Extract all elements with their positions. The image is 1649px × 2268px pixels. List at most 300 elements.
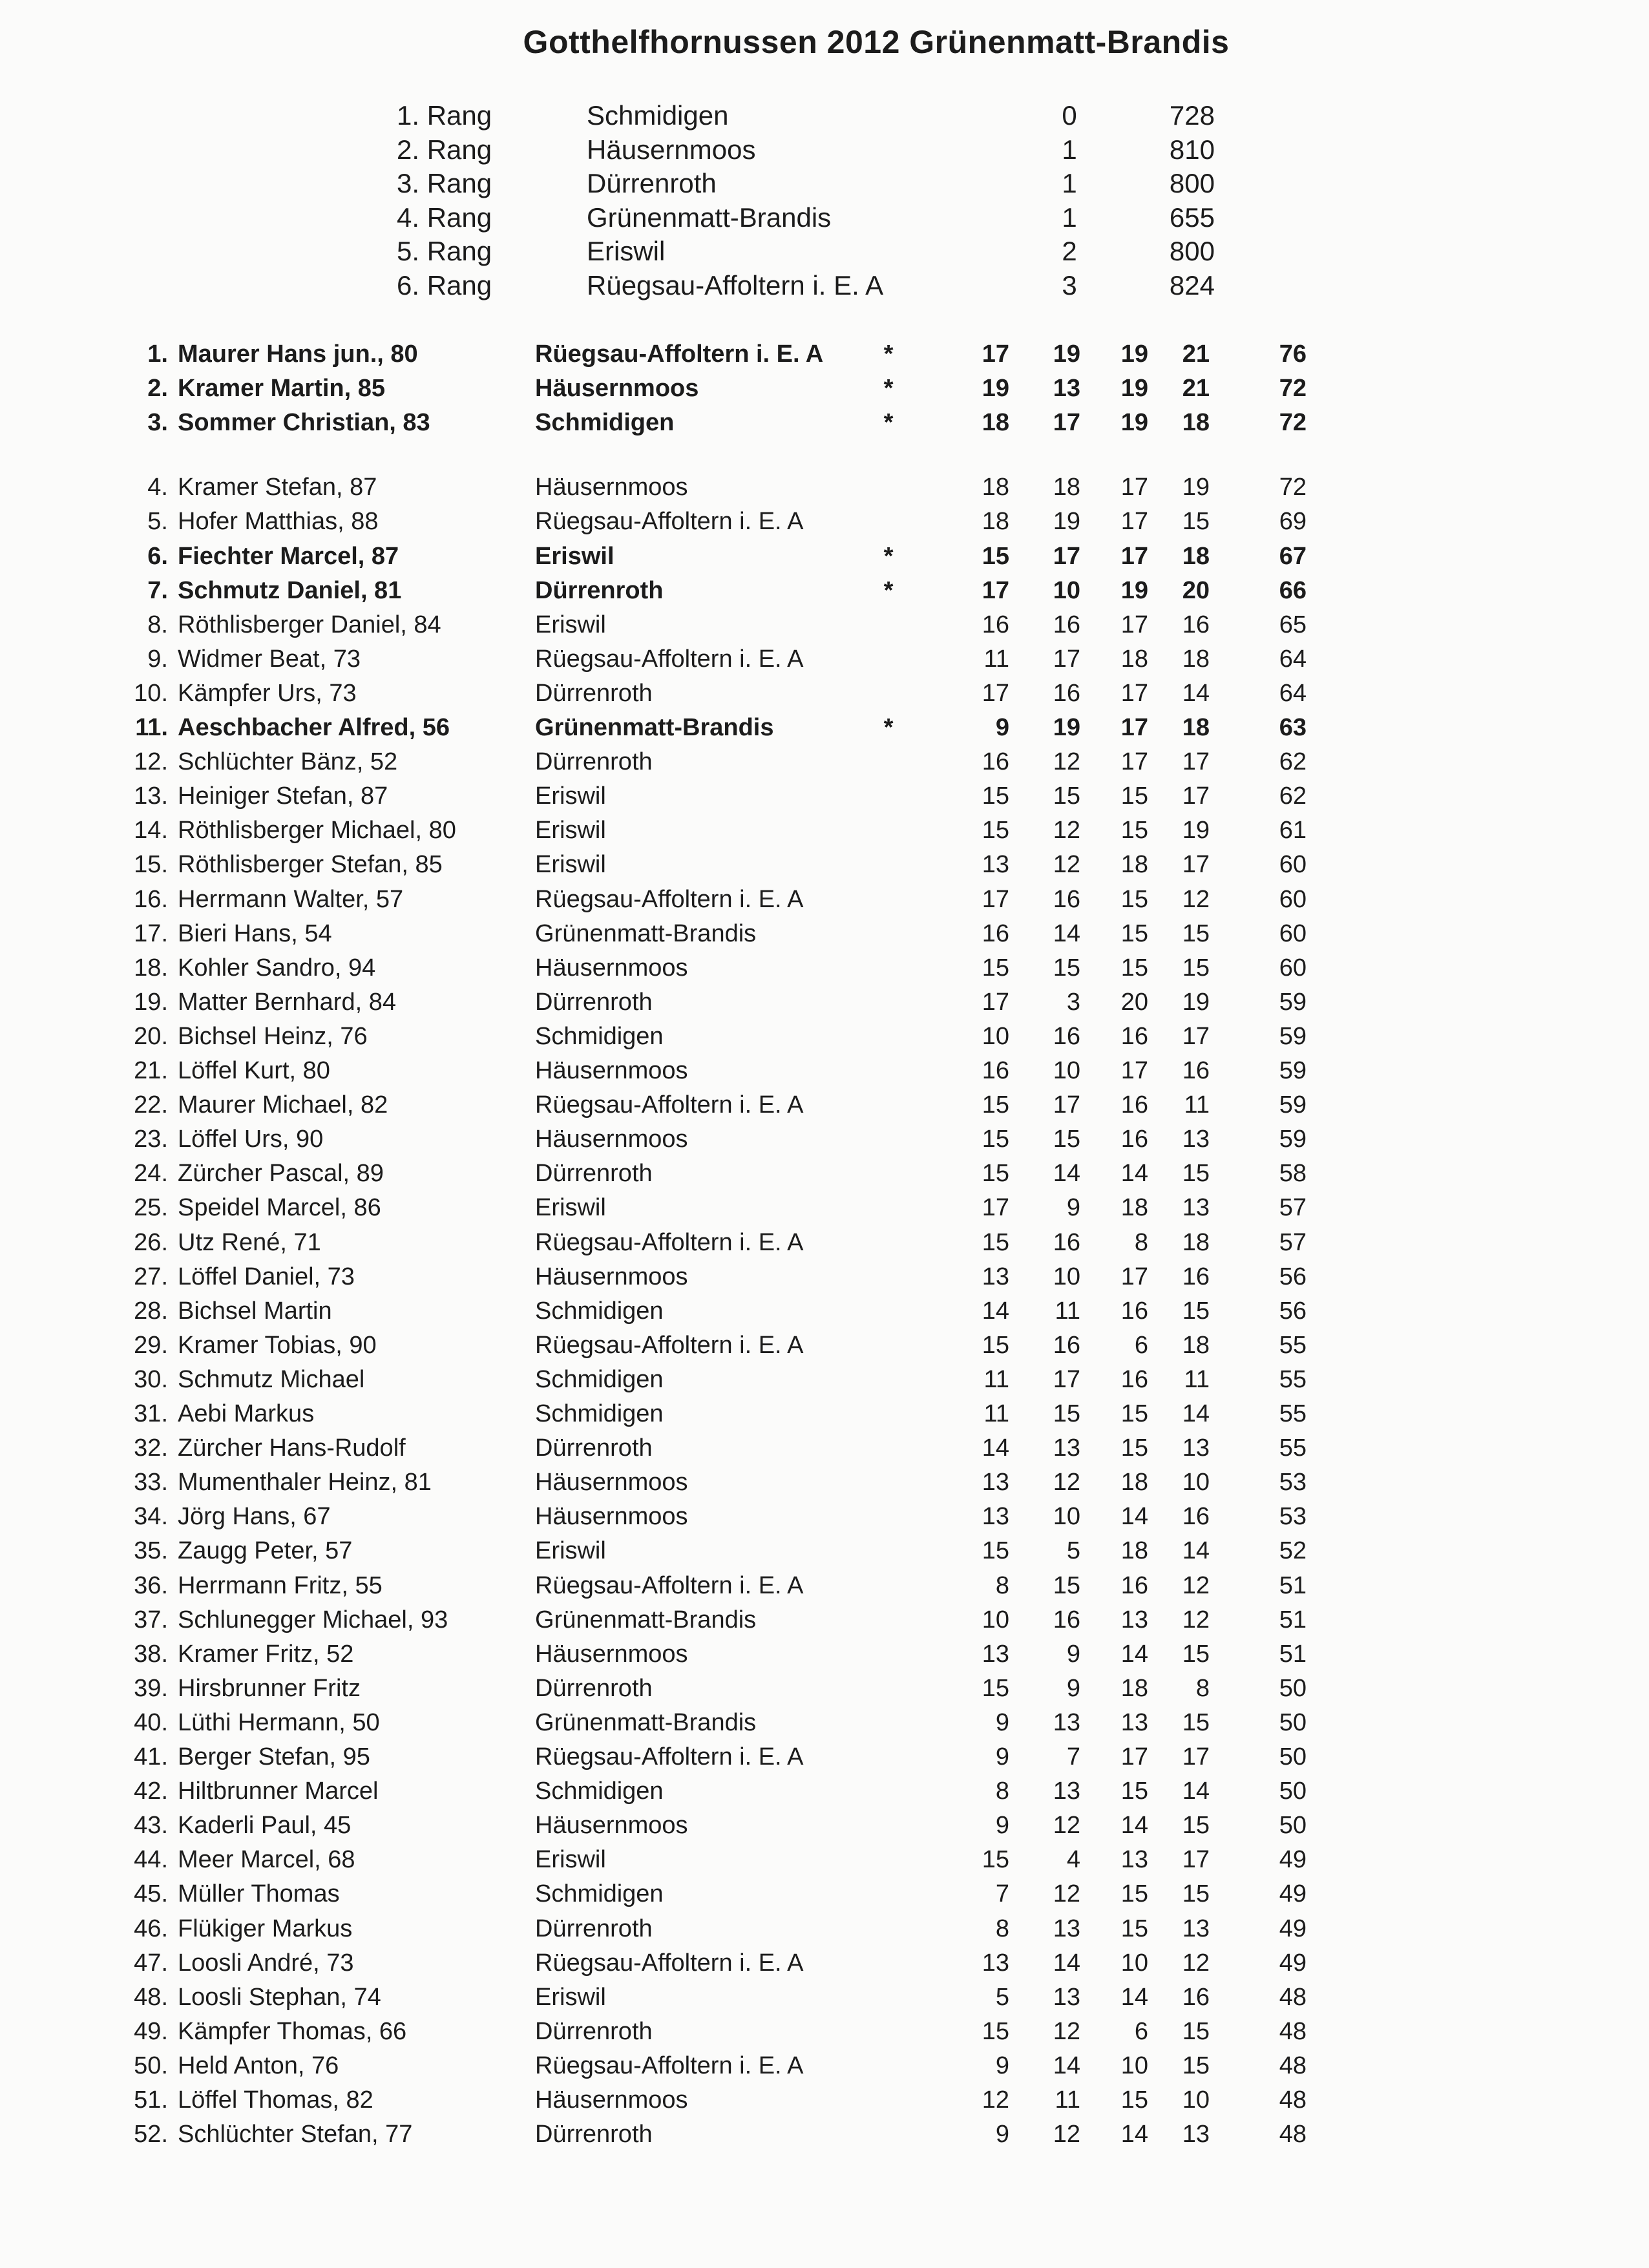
player-name: Held Anton, 76 [178,2052,339,2079]
score-round-1: 7 [995,1880,1009,1908]
team-points: 800 [1169,236,1215,266]
score-round-2: 14 [1053,1949,1080,1977]
player-club: Häusernmoos [535,474,688,501]
score-round-4: 11 [1184,1091,1210,1119]
score-round-1: 9 [995,714,1009,741]
score-round-4: 13 [1182,2121,1210,2148]
score-round-1: 11 [983,645,1009,673]
player-name: Speidel Marcel, 86 [178,1194,381,1222]
player-name: Maurer Michael, 82 [178,1091,388,1119]
player-row [0,2052,1649,2086]
player-name: Bieri Hans, 54 [178,919,332,947]
player-position: 13. [134,782,168,810]
score-total: 59 [1279,1022,1307,1050]
score-round-4: 14 [1182,1400,1210,1427]
award-star: * [883,409,894,437]
score-round-3: 20 [1120,988,1148,1016]
player-club: Schmidigen [535,1022,664,1050]
player-row [0,1400,1649,1434]
player-club: Eriswil [535,817,606,845]
player-row [0,1949,1649,1984]
player-row [0,409,1649,443]
score-round-2: 16 [1053,679,1080,707]
score-round-1: 19 [982,375,1009,403]
player-row [0,748,1649,782]
player-club: Dürrenroth [535,2121,653,2148]
score-total: 60 [1279,885,1307,913]
player-club: Häusernmoos [535,1057,688,1084]
player-row [0,1263,1649,1297]
player-position: 50. [134,2052,168,2079]
score-round-3: 14 [1120,2121,1148,2148]
score-round-4: 14 [1182,1537,1210,1565]
score-round-2: 14 [1053,1160,1080,1188]
score-round-2: 12 [1053,1880,1080,1908]
score-total: 62 [1279,782,1307,810]
player-position: 29. [134,1331,168,1359]
player-position: 38. [134,1640,168,1668]
player-row [0,1469,1649,1503]
score-round-1: 10 [982,1022,1009,1050]
player-row [0,1778,1649,1812]
player-name: Flükiger Markus [178,1915,353,1942]
team-rank-label: 5. Rang [397,236,492,266]
team-rank-row [0,168,1649,203]
team-rank-label: 6. Rang [397,269,492,300]
score-total: 50 [1279,1812,1307,1840]
player-club: Grünenmatt-Brandis [535,714,774,741]
award-star: * [883,542,894,570]
score-round-4: 15 [1182,919,1210,947]
score-round-1: 11 [983,1400,1009,1427]
score-total: 60 [1279,954,1307,982]
score-round-4: 16 [1182,611,1210,638]
score-round-1: 13 [982,1469,1009,1496]
score-round-3: 17 [1120,1057,1148,1084]
player-position: 48. [134,1983,168,2011]
score-total: 72 [1279,474,1307,501]
team-points: 728 [1169,100,1215,131]
player-row [0,1709,1649,1743]
score-round-2: 15 [1053,1571,1080,1599]
score-round-3: 15 [1120,2086,1148,2114]
player-row [0,2121,1649,2155]
player-position: 30. [134,1365,168,1393]
score-round-2: 13 [1053,1915,1080,1942]
score-round-4: 15 [1182,1160,1210,1188]
player-position: 34. [134,1503,168,1531]
score-total: 49 [1279,1880,1307,1908]
score-total: 51 [1279,1571,1307,1599]
score-round-2: 15 [1053,1400,1080,1427]
player-row [0,1984,1649,2018]
score-round-4: 16 [1182,1503,1210,1531]
score-round-2: 16 [1053,885,1080,913]
player-position: 18. [134,954,168,982]
player-position: 35. [134,1537,168,1565]
score-round-4: 15 [1182,1812,1210,1840]
score-round-4: 16 [1182,1983,1210,2011]
player-position: 10. [134,679,168,707]
player-position: 49. [134,2017,168,2045]
score-round-3: 15 [1120,954,1148,982]
score-round-2: 10 [1053,1263,1080,1290]
player-club: Schmidigen [535,1365,664,1393]
player-position: 27. [134,1263,168,1290]
player-position: 16. [134,885,168,913]
award-star: * [883,341,894,368]
player-club: Dürrenroth [535,1160,653,1188]
score-total: 49 [1279,1846,1307,1874]
score-round-2: 19 [1053,508,1080,536]
score-round-2: 5 [1066,1537,1080,1565]
score-round-3: 15 [1120,885,1148,913]
score-round-3: 19 [1120,409,1148,437]
player-row [0,714,1649,748]
score-round-1: 8 [995,1778,1009,1805]
score-round-4: 16 [1182,1057,1210,1084]
score-round-2: 19 [1053,714,1080,741]
score-total: 55 [1279,1400,1307,1427]
team-rank-row [0,270,1649,305]
score-round-3: 13 [1120,1846,1148,1874]
player-name: Jörg Hans, 67 [178,1503,331,1531]
player-row [0,1160,1649,1194]
score-round-3: 18 [1120,1674,1148,1702]
player-name: Kramer Fritz, 52 [178,1640,354,1668]
score-round-2: 12 [1053,817,1080,845]
player-name: Zaugg Peter, 57 [178,1537,353,1565]
score-round-3: 17 [1120,1263,1148,1290]
player-club: Häusernmoos [535,1640,688,1668]
score-round-3: 19 [1120,341,1148,368]
score-total: 69 [1279,508,1307,536]
player-name: Schlunegger Michael, 93 [178,1606,448,1633]
score-round-2: 19 [1053,341,1080,368]
player-position: 44. [134,1846,168,1874]
player-row [0,1434,1649,1469]
score-round-4: 16 [1182,1263,1210,1290]
score-round-1: 13 [982,1949,1009,1977]
score-total: 49 [1279,1949,1307,1977]
score-round-3: 17 [1120,714,1148,741]
player-club: Grünenmatt-Brandis [535,919,757,947]
score-round-3: 19 [1120,375,1148,403]
player-club: Häusernmoos [535,1503,688,1531]
score-round-1: 8 [995,1915,1009,1942]
score-round-3: 15 [1120,1778,1148,1805]
score-round-1: 15 [982,954,1009,982]
player-position: 33. [134,1469,168,1496]
score-total: 59 [1279,1057,1307,1084]
score-total: 52 [1279,1537,1307,1565]
player-club: Rüegsau-Affoltern i. E. A [535,2052,804,2079]
score-round-4: 15 [1182,1640,1210,1668]
player-position: 31. [134,1400,168,1427]
player-position: 1. [147,341,168,368]
score-round-4: 13 [1182,1194,1210,1222]
team-misses: 3 [1062,269,1077,300]
player-row [0,680,1649,714]
player-position: 37. [134,1606,168,1633]
score-round-2: 13 [1053,1434,1080,1462]
player-club: Eriswil [535,1846,606,1874]
score-round-1: 15 [982,2017,1009,2045]
score-round-2: 7 [1066,1743,1080,1770]
score-round-2: 15 [1053,1126,1080,1153]
score-round-2: 12 [1053,2017,1080,2045]
score-total: 59 [1279,1091,1307,1119]
player-club: Dürrenroth [535,1915,653,1942]
player-name: Löffel Urs, 90 [178,1126,324,1153]
score-round-4: 19 [1182,988,1210,1016]
team-name: Schmidigen [587,100,729,131]
score-total: 48 [1279,2017,1307,2045]
score-round-3: 15 [1120,1915,1148,1942]
score-round-4: 12 [1182,1571,1210,1599]
team-name: Eriswil [587,236,666,266]
score-round-3: 17 [1120,508,1148,536]
score-round-3: 18 [1120,1194,1148,1222]
score-round-1: 17 [982,885,1009,913]
player-position: 20. [134,1022,168,1050]
score-total: 48 [1279,2121,1307,2148]
player-club: Eriswil [535,851,606,879]
player-row [0,1229,1649,1263]
score-round-2: 17 [1053,1365,1080,1393]
team-points: 800 [1169,168,1215,198]
player-row [0,1915,1649,1949]
player-row [0,1606,1649,1641]
player-club: Häusernmoos [535,954,688,982]
score-round-1: 13 [982,1503,1009,1531]
player-club: Häusernmoos [535,1812,688,1840]
player-position: 8. [147,611,168,638]
player-club: Rüegsau-Affoltern i. E. A [535,1091,804,1119]
team-name: Grünenmatt-Brandis [587,202,832,233]
team-misses: 1 [1062,202,1077,233]
player-row [0,1091,1649,1126]
player-club: Rüegsau-Affoltern i. E. A [535,508,804,536]
score-total: 50 [1279,1743,1307,1770]
score-total: 59 [1279,988,1307,1016]
player-name: Zürcher Hans-Rudolf [178,1434,406,1462]
score-round-4: 20 [1182,576,1210,604]
player-row [0,646,1649,680]
score-round-4: 18 [1182,645,1210,673]
player-position: 17. [134,919,168,947]
player-position: 7. [147,576,168,604]
score-round-1: 16 [982,1057,1009,1084]
score-round-4: 12 [1182,885,1210,913]
player-position: 11. [135,714,168,741]
score-round-2: 10 [1053,576,1080,604]
player-position: 12. [134,748,168,776]
score-total: 63 [1279,714,1307,741]
player-row [0,1880,1649,1915]
score-round-2: 13 [1053,1708,1080,1736]
score-total: 64 [1279,645,1307,673]
player-position: 43. [134,1812,168,1840]
player-club: Eriswil [535,542,614,570]
player-club: Häusernmoos [535,1263,688,1290]
player-club: Eriswil [535,1194,606,1222]
score-round-1: 18 [982,508,1009,536]
score-round-2: 10 [1053,1057,1080,1084]
score-round-4: 17 [1182,1022,1210,1050]
score-round-4: 18 [1182,409,1210,437]
score-round-2: 17 [1053,1091,1080,1119]
score-round-1: 17 [982,576,1009,604]
player-name: Hiltbrunner Marcel [178,1778,379,1805]
player-club: Rüegsau-Affoltern i. E. A [535,1228,804,1256]
score-round-4: 8 [1195,1674,1210,1702]
score-round-3: 16 [1120,1297,1148,1325]
score-round-3: 15 [1120,782,1148,810]
score-round-4: 15 [1182,954,1210,982]
score-round-4: 17 [1182,1846,1210,1874]
score-round-3: 17 [1120,748,1148,776]
player-club: Rüegsau-Affoltern i. E. A [535,1331,804,1359]
score-round-4: 18 [1182,542,1210,570]
player-row [0,1743,1649,1778]
team-rank-row [0,236,1649,271]
score-round-1: 15 [982,1126,1009,1153]
team-rank-row [0,100,1649,135]
player-row [0,1675,1649,1709]
score-round-3: 18 [1120,851,1148,879]
player-row [0,543,1649,577]
player-club: Rüegsau-Affoltern i. E. A [535,645,804,673]
player-club: Schmidigen [535,1400,664,1427]
player-name: Röthlisberger Michael, 80 [178,817,456,845]
score-round-1: 17 [982,341,1009,368]
score-round-1: 5 [995,1983,1009,2011]
player-row [0,1503,1649,1537]
score-round-4: 18 [1182,714,1210,741]
score-round-3: 14 [1120,1983,1148,2011]
player-name: Mumenthaler Heinz, 81 [178,1469,432,1496]
player-row [0,375,1649,409]
score-round-2: 12 [1053,1469,1080,1496]
team-rank-row [0,202,1649,237]
score-round-1: 13 [982,1640,1009,1668]
score-total: 50 [1279,1778,1307,1805]
team-misses: 1 [1062,168,1077,198]
score-round-1: 15 [982,782,1009,810]
score-round-1: 16 [982,748,1009,776]
player-name: Hofer Matthias, 88 [178,508,379,536]
score-round-1: 15 [982,1228,1009,1256]
player-club: Rüegsau-Affoltern i. E. A [535,341,824,368]
player-position: 22. [134,1091,168,1119]
score-round-4: 13 [1182,1915,1210,1942]
score-round-4: 21 [1182,375,1210,403]
player-name: Kramer Stefan, 87 [178,474,377,501]
player-row [0,920,1649,954]
player-name: Meer Marcel, 68 [178,1846,355,1874]
score-round-2: 15 [1053,954,1080,982]
player-position: 2. [147,375,168,403]
player-club: Rüegsau-Affoltern i. E. A [535,1571,804,1599]
score-round-3: 10 [1120,1949,1148,1977]
score-round-1: 8 [995,1571,1009,1599]
player-club: Grünenmatt-Brandis [535,1606,757,1633]
score-round-2: 4 [1066,1846,1080,1874]
player-name: Schlüchter Bänz, 52 [178,748,398,776]
score-total: 50 [1279,1708,1307,1736]
score-round-1: 9 [995,2121,1009,2148]
player-name: Sommer Christian, 83 [178,409,430,437]
score-total: 56 [1279,1263,1307,1290]
player-name: Utz René, 71 [178,1228,321,1256]
score-round-2: 13 [1053,375,1080,403]
player-position: 3. [147,409,168,437]
player-club: Eriswil [535,611,606,638]
player-name: Lüthi Hermann, 50 [178,1708,380,1736]
score-round-1: 10 [982,1606,1009,1633]
score-round-4: 13 [1182,1434,1210,1462]
score-round-3: 16 [1120,1126,1148,1153]
score-total: 67 [1279,542,1307,570]
score-round-4: 19 [1182,474,1210,501]
score-round-4: 13 [1182,1126,1210,1153]
score-total: 55 [1279,1365,1307,1393]
player-name: Müller Thomas [178,1880,340,1908]
team-rank-label: 1. Rang [397,100,492,131]
team-rank-label: 2. Rang [397,134,492,165]
player-position: 26. [134,1228,168,1256]
player-position: 6. [147,542,168,570]
score-round-3: 15 [1120,1880,1148,1908]
score-round-2: 17 [1053,645,1080,673]
score-round-2: 3 [1066,988,1080,1016]
score-round-3: 17 [1120,611,1148,638]
award-star: * [883,576,894,604]
score-round-1: 18 [982,409,1009,437]
score-total: 72 [1279,409,1307,437]
score-total: 60 [1279,851,1307,879]
score-round-4: 12 [1182,1606,1210,1633]
score-round-3: 10 [1120,2052,1148,2079]
score-round-1: 9 [995,1708,1009,1736]
score-round-3: 14 [1120,1812,1148,1840]
player-position: 40. [134,1708,168,1736]
score-round-3: 14 [1120,1503,1148,1531]
score-round-1: 16 [982,919,1009,947]
score-round-3: 14 [1120,1160,1148,1188]
score-round-4: 15 [1182,1297,1210,1325]
score-round-1: 17 [982,1194,1009,1222]
player-row [0,1126,1649,1160]
player-club: Grünenmatt-Brandis [535,1708,757,1736]
score-round-4: 15 [1182,2052,1210,2079]
player-row [0,1641,1649,1675]
player-club: Dürrenroth [535,576,664,604]
score-round-3: 16 [1120,1022,1148,1050]
score-round-4: 18 [1182,1331,1210,1359]
score-round-3: 15 [1120,817,1148,845]
player-name: Loosli André, 73 [178,1949,354,1977]
score-round-3: 15 [1120,1400,1148,1427]
score-round-3: 15 [1120,919,1148,947]
score-round-2: 9 [1066,1194,1080,1222]
score-total: 48 [1279,2086,1307,2114]
player-position: 52. [134,2121,168,2148]
player-name: Röthlisberger Daniel, 84 [178,611,441,638]
player-club: Rüegsau-Affoltern i. E. A [535,1743,804,1770]
score-round-4: 17 [1182,1743,1210,1770]
